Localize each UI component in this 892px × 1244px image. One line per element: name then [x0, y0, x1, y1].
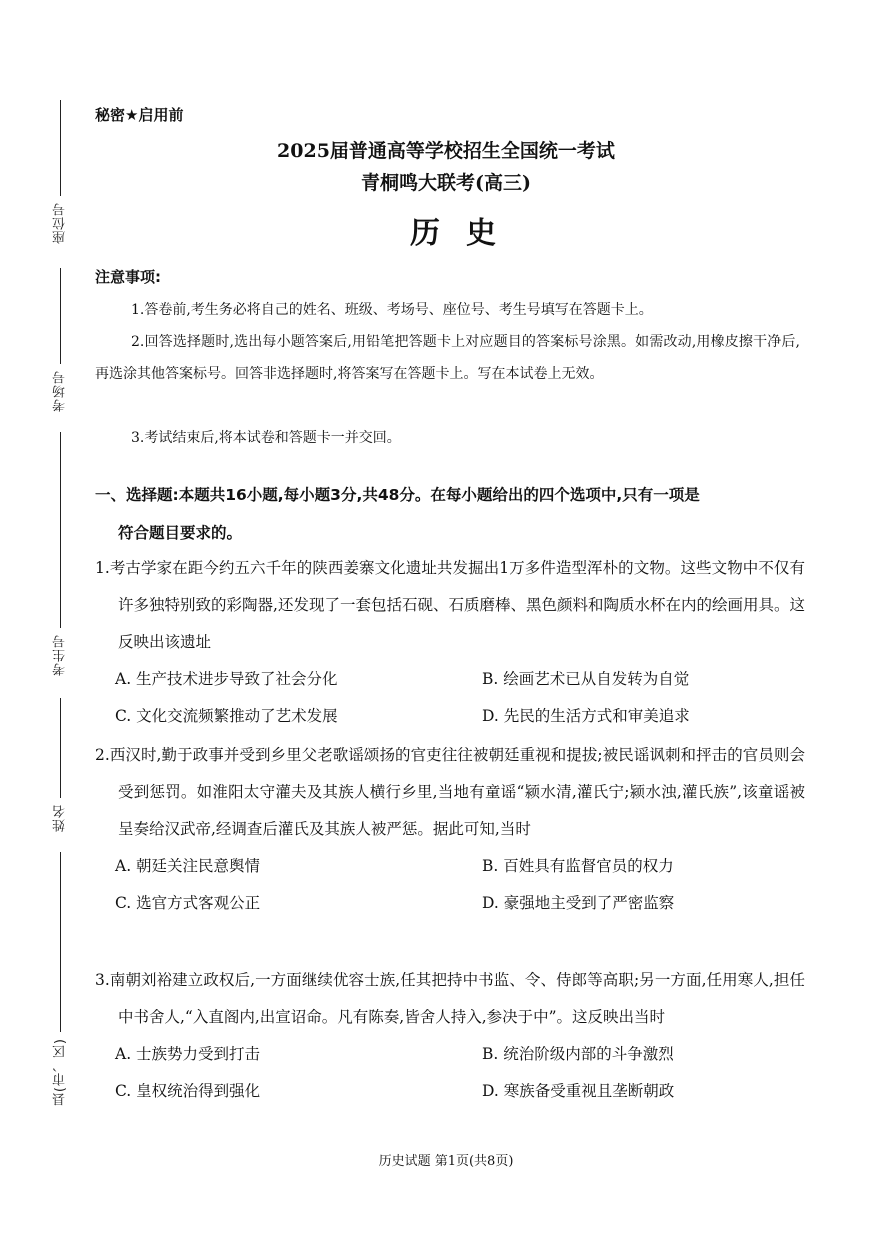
subject-title: 历史	[410, 216, 522, 251]
option-b: B. 绘画艺术已从自发转为自觉	[482, 670, 690, 688]
name-blank-line	[60, 698, 61, 798]
question-options	[95, 661, 805, 735]
question-stem: 2.西汉时,勤于政事并受到乡里父老歌谣颂扬的官吏往往被朝廷重视和提拔;被民谣讽刺和抨击的官员则会受到惩罚。如淮阳太守灌夫及其族人横行乡里,当地有童谣“颍水清,灌氏宁;颍水浊,灌氏族”,该童谣被呈奏给汉武帝,经调查后灌氏及其族人被严惩。据此可知,当时	[95, 746, 805, 838]
exam-number-blank-line	[60, 432, 61, 628]
exam-room-field	[40, 268, 80, 418]
option-d: D. 寒族备受重视且垄断朝政	[482, 1082, 675, 1100]
question-3	[95, 962, 805, 1110]
question-stem: 3.南朝刘裕建立政权后,一方面继续优容士族,任其把持中书监、令、侍郎等高职;另一方面,任用寒人,担任中书舍人,“入直阁内,出宣诏命。凡有陈奏,皆舍人持入,参决于中”。这反映出当时	[95, 971, 805, 1026]
section-heading	[95, 476, 803, 552]
seat-label: 座位号	[52, 202, 68, 244]
exam-number-field	[40, 432, 80, 682]
question-options	[95, 1036, 805, 1110]
question-2	[95, 737, 805, 922]
option-a: A. 朝廷关注民意舆情	[115, 857, 261, 875]
exam-subtitle: 青桐鸣大联考(高三)	[361, 172, 531, 194]
confidential-mark: 秘密★启用前	[95, 106, 184, 124]
option-c: C. 选官方式客观公正	[115, 894, 261, 912]
section-heading-line2: 符合题目要求的。	[118, 524, 243, 542]
exam-room-label: 考场号	[52, 370, 68, 412]
option-d: D. 豪强地主受到了严密监察	[482, 894, 675, 912]
county-blank-line	[60, 852, 61, 1032]
exam-room-blank-line	[60, 268, 61, 364]
option-c: C. 文化交流频繁推动了艺术发展	[115, 707, 338, 725]
notice-item: 3.考试结束后,将本试卷和答题卡一并交回。	[131, 430, 401, 446]
question-stem: 1.考古学家在距今约五六千年的陕西姜寨文化遗址共发掘出1万多件造型浑朴的文物。这些文物中不仅有许多独特别致的彩陶器,还发现了一套包括石砚、石质磨棒、黑色颜料和陶质水杯在内的绘画用具。这反映出该遗址	[95, 559, 805, 651]
page-footer: 历史试题 第1页(共8页)	[378, 1154, 514, 1169]
county-label: 县(市、区)	[52, 1037, 68, 1106]
notice-item: 2.回答选择题时,选出每小题答案后,用铅笔把答题卡上对应题目的答案标号涂黑。如需改动,用橡皮擦干净后,再选涂其他答案标号。回答非选择题时,将答案写在答题卡上。写在本试卷上无效。	[95, 334, 800, 382]
question-options	[95, 848, 805, 922]
option-a: A. 生产技术进步导致了社会分化	[115, 670, 338, 688]
option-c: C. 皇权统治得到强化	[115, 1082, 261, 1100]
county-field	[40, 852, 80, 1112]
option-b: B. 统治阶级内部的斗争激烈	[482, 1045, 674, 1063]
question-1	[95, 550, 805, 735]
option-a: A. 士族势力受到打击	[115, 1045, 261, 1063]
option-b: B. 百姓具有监督官员的权力	[482, 857, 674, 875]
name-label: 姓名	[52, 804, 68, 832]
notice-item: 1.答卷前,考生务必将自己的姓名、班级、考场号、座位号、考生号填写在答题卡上。	[131, 302, 653, 318]
section-heading-line1: 一、选择题:本题共16小题,每小题3分,共48分。在每小题给出的四个选项中,只有一项是	[95, 486, 700, 504]
exam-number-label: 考生号	[52, 634, 68, 676]
exam-title: 2025届普通高等学校招生全国统一考试	[277, 140, 615, 162]
option-d: D. 先民的生活方式和审美追求	[482, 707, 690, 725]
notice-heading: 注意事项:	[95, 268, 161, 286]
name-field	[40, 698, 80, 838]
